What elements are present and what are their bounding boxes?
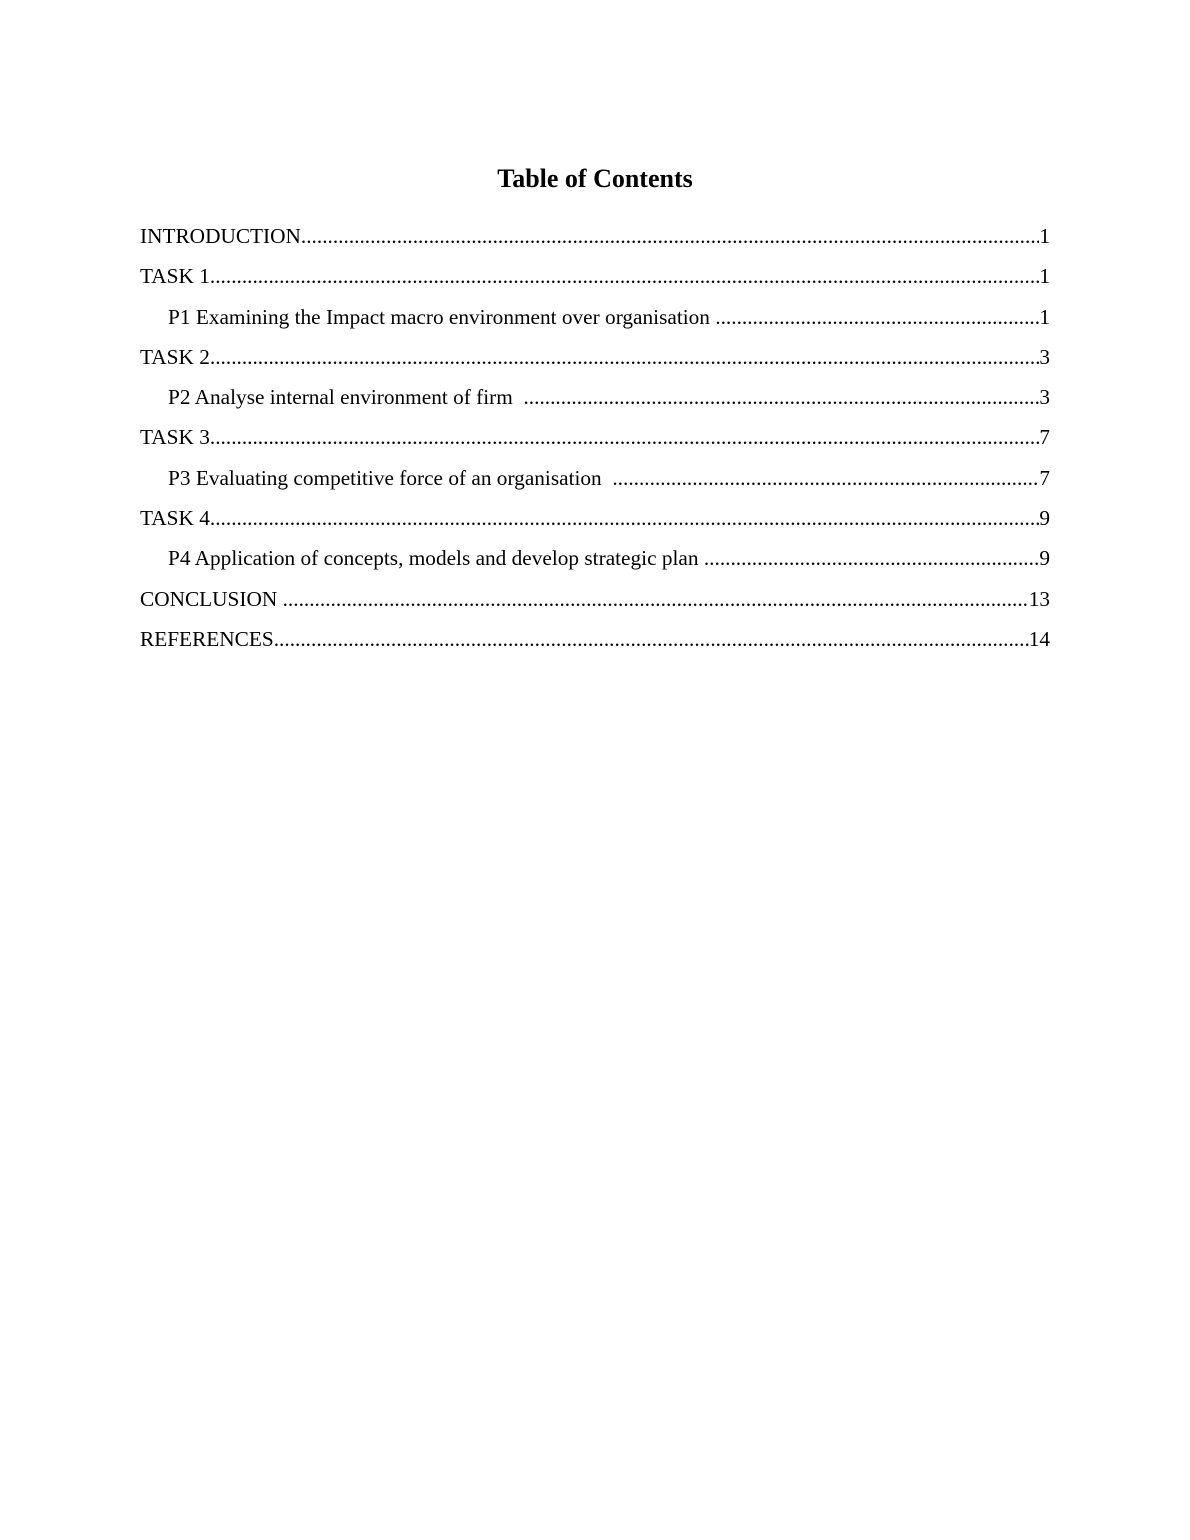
toc-dot-leader bbox=[210, 502, 1039, 534]
toc-entry-label: P2 Analyse internal environment of firm bbox=[168, 385, 524, 410]
toc-entry-task-3[interactable] bbox=[140, 421, 1050, 461]
toc-dot-leader bbox=[523, 381, 1039, 413]
toc-entry-label: TASK 2 bbox=[140, 344, 210, 369]
toc-page-number: 3 bbox=[1039, 344, 1050, 369]
toc-dot-leader bbox=[283, 583, 1029, 615]
toc-page-number: 1 bbox=[1039, 224, 1050, 248]
toc-entry-label: P3 Evaluating competitive force of an organisation bbox=[168, 465, 613, 490]
toc-entry-label: P1 Examining the Impact macro environment over organisation bbox=[168, 304, 716, 329]
toc-entry-references[interactable] bbox=[140, 623, 1050, 663]
toc-entry-task-2[interactable] bbox=[140, 341, 1050, 381]
toc-entry-label: TASK 4 bbox=[140, 506, 210, 531]
toc-entry-task-4[interactable] bbox=[140, 502, 1050, 542]
toc-entry-introduction[interactable] bbox=[140, 220, 1050, 260]
toc-entry-task-1[interactable] bbox=[140, 260, 1050, 300]
toc-entry-p2[interactable] bbox=[140, 381, 1050, 421]
toc-dot-leader bbox=[210, 260, 1039, 292]
toc-page-number: 1 bbox=[1039, 304, 1050, 329]
toc-dot-leader bbox=[301, 220, 1039, 252]
toc-page-number: 1 bbox=[1039, 264, 1050, 289]
toc-entry-label: TASK 3 bbox=[140, 425, 210, 450]
toc-entry-p3[interactable] bbox=[140, 462, 1050, 502]
toc-page-number: 9 bbox=[1039, 506, 1050, 531]
toc-dot-leader bbox=[715, 301, 1039, 333]
toc-entry-label: P4 Application of concepts, models and develop strategic plan bbox=[168, 546, 704, 571]
toc-entry-label: REFERENCES bbox=[140, 626, 274, 651]
toc-dot-leader bbox=[704, 542, 1040, 574]
toc-page-number: 13 bbox=[1028, 586, 1050, 611]
toc-entry-p1[interactable] bbox=[140, 301, 1050, 341]
toc-dot-leader bbox=[210, 341, 1039, 373]
toc-page-number: 14 bbox=[1028, 626, 1050, 651]
toc-dot-leader bbox=[612, 462, 1039, 494]
toc-entry-label: CONCLUSION bbox=[140, 586, 283, 611]
toc-page-number: 7 bbox=[1039, 465, 1050, 490]
toc-dot-leader bbox=[274, 623, 1029, 655]
toc-page-number: 7 bbox=[1039, 425, 1050, 450]
toc-page-number: 9 bbox=[1039, 546, 1050, 571]
toc-page-number: 3 bbox=[1039, 385, 1050, 410]
toc-dot-leader bbox=[210, 421, 1039, 453]
toc-entry-label: INTRODUCTION bbox=[140, 224, 301, 248]
toc-entry-label: TASK 1 bbox=[140, 264, 210, 289]
toc-title: Table of Contents bbox=[497, 164, 693, 193]
table-of-contents bbox=[140, 220, 1050, 663]
toc-entry-conclusion[interactable] bbox=[140, 583, 1050, 623]
toc-entry-p4[interactable] bbox=[140, 542, 1050, 582]
